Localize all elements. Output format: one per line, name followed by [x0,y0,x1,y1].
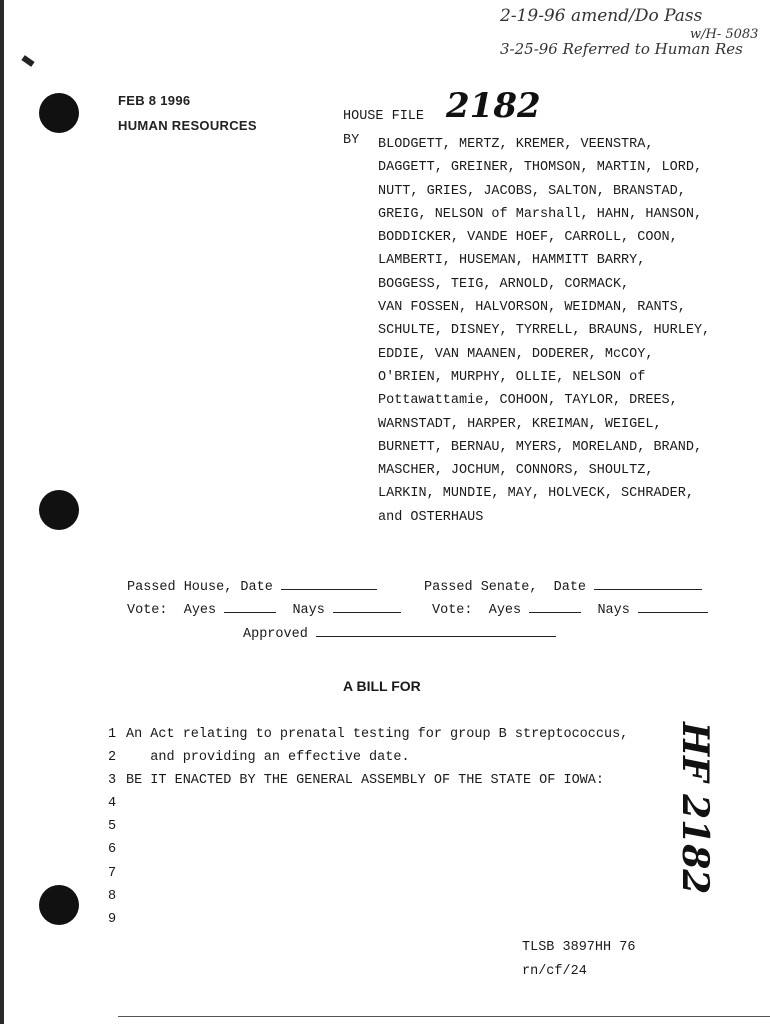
by-label: BY [343,133,360,148]
sponsor-line: and OSTERHAUS [378,509,484,525]
line-number: 5 [108,819,117,834]
senate-nays-blank [638,600,708,613]
bill-line [108,889,748,904]
side-file-number: HF 2182 [674,722,716,895]
sponsor-line: NUTT, GRIES, JACOBS, SALTON, BRANSTAD, [378,183,686,199]
sponsor-line: MASCHER, JOCHUM, CONNORS, SHOULTZ, [378,463,654,479]
sponsor-line: LARKIN, MUNDIE, MAY, HOLVECK, SCHRADER, [378,486,694,502]
house-nays-blank [333,600,401,613]
house-vote-row [127,600,401,618]
senate-nays-label: Nays [597,603,630,618]
senate-ayes-blank [529,600,581,613]
sponsor-line: WARNSTADT, HARPER, KREIMAN, WEIGEL, [378,416,662,432]
line-text: and providing an effective date. [126,750,410,765]
bill-line [108,773,748,788]
line-text: BE IT ENACTED BY THE GENERAL ASSEMBLY OF THE STATE OF IOWA: [126,773,604,788]
line-number: 7 [108,866,117,881]
sponsor-line: LAMBERTI, HUSEMAN, HAMMITT BARRY, [378,253,646,269]
senate-vote-row [432,600,708,618]
sponsor-line: DAGGETT, GREINER, THOMSON, MARTIN, LORD, [378,160,703,176]
line-number: 1 [108,727,117,742]
approved-label: Approved [243,627,308,642]
passed-senate-label: Passed Senate, Date [424,580,587,595]
stamp-date: FEB 8 1996 [118,93,191,108]
house-nays-label: Nays [292,603,325,618]
edge-mark [21,55,34,67]
house-ayes-label: Ayes [183,603,217,618]
bill-line [108,842,748,857]
passed-house-label: Passed House, Date [127,580,273,595]
line-number: 4 [108,796,117,811]
bill-line [108,912,748,927]
bottom-rule [118,1016,770,1017]
drafter-code: rn/cf/24 [522,964,587,979]
sponsor-line: VAN FOSSEN, HALVORSON, WEIDMAN, RANTS, [378,300,686,316]
bill-line [108,796,748,811]
passed-house-row [127,577,377,595]
line-number: 8 [108,889,117,904]
sponsor-line: BODDICKER, VANDE HOEF, CARROLL, COON, [378,230,678,246]
sponsor-list [378,133,763,529]
sponsor-line: O'BRIEN, MURPHY, OLLIE, NELSON of [378,369,646,385]
passed-house-date-blank [281,577,377,590]
punch-hole-top [39,93,79,133]
bill-line [108,727,748,742]
bill-line [108,750,748,765]
handwritten-note-3: 3-25-96 Referred to Human Res [500,40,743,58]
line-number: 6 [108,842,117,857]
page-edge-shadow [0,0,4,1024]
punch-hole-middle [39,490,79,530]
senate-vote-label: Vote: [432,603,473,618]
handwritten-note-2: w/H- 5083 [690,27,759,42]
senate-ayes-label: Ayes [488,603,522,618]
line-number: 3 [108,773,117,788]
stamp-committee: HUMAN RESOURCES [118,118,257,133]
punch-hole-bottom [39,885,79,925]
passed-senate-row [424,577,702,595]
sponsor-line: BOGGESS, TEIG, ARNOLD, CORMACK, [378,276,630,292]
house-file-number: 2182 [446,86,541,126]
handwritten-note-1: 2-19-96 amend/Do Pass [500,6,703,26]
sponsor-line: BLODGETT, MERTZ, KREMER, VEENSTRA, [378,137,654,152]
sponsor-line: EDDIE, VAN MAANEN, DODERER, McCOY, [378,346,654,362]
line-number: 9 [108,912,117,927]
sponsor-line: BURNETT, BERNAU, MYERS, MORELAND, BRAND, [378,439,703,455]
bill-line [108,866,748,881]
house-file-label: HOUSE FILE [343,109,425,124]
bill-heading: A BILL FOR [343,678,421,694]
approved-blank [316,624,556,637]
passed-senate-date-blank [594,577,702,590]
tlsb-code: TLSB 3897HH 76 [522,940,636,955]
sponsor-line: SCHULTE, DISNEY, TYRRELL, BRAUNS, HURLEY, [378,323,711,339]
approved-row [243,624,556,642]
sponsor-line: GREIG, NELSON of Marshall, HAHN, HANSON, [378,206,703,222]
line-number: 2 [108,750,117,765]
bill-line [108,819,748,834]
house-ayes-blank [224,600,276,613]
line-text: An Act relating to prenatal testing for group B streptococcus, [126,727,629,742]
sponsor-line: Pottawattamie, COHOON, TAYLOR, DREES, [378,393,678,409]
house-vote-label: Vote: [127,603,168,618]
